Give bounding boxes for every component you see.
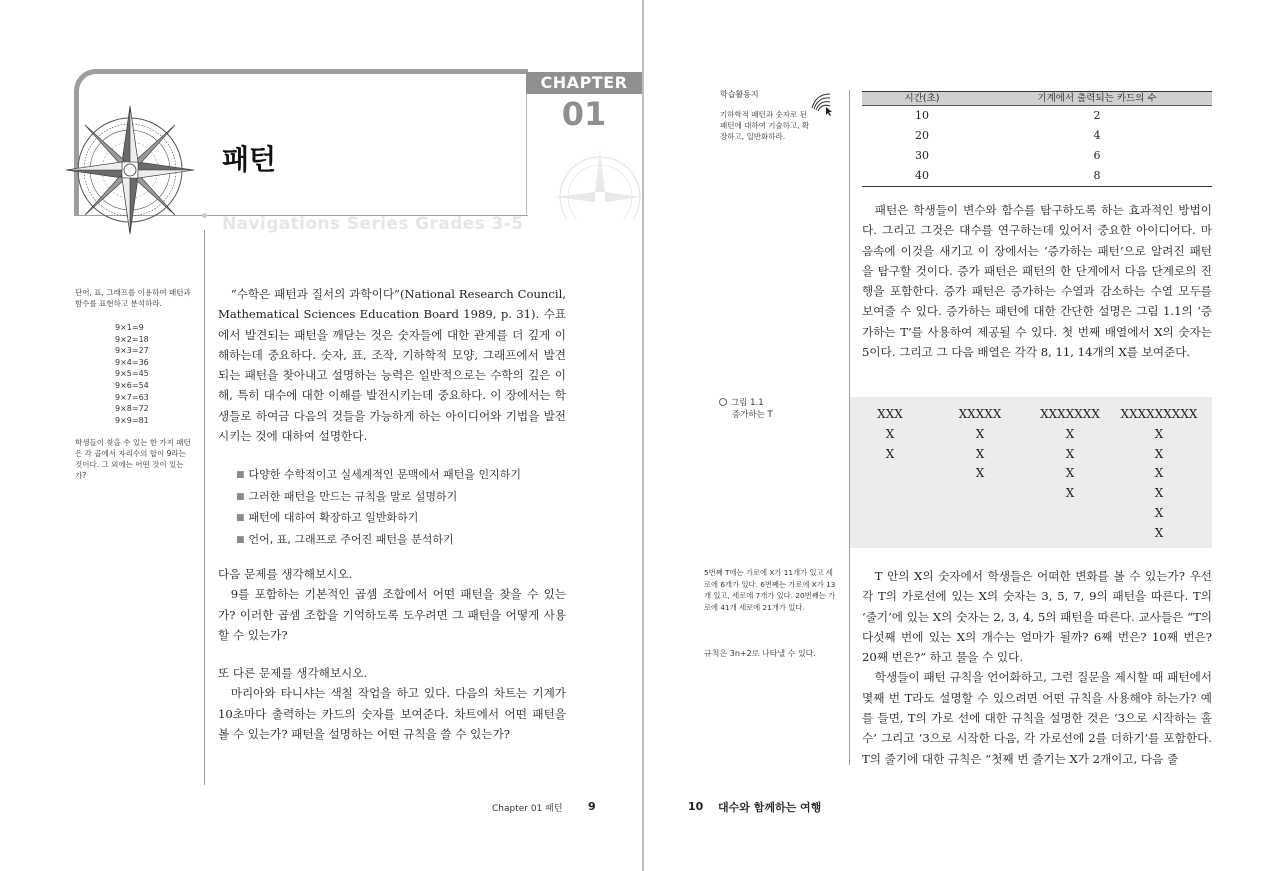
running-footer: Chapter 01 패턴 — [492, 804, 563, 814]
t-stem-x: X — [1065, 426, 1075, 441]
compass-watermark-icon — [550, 147, 642, 219]
objective-item: ■ 그러한 패턴을 만드는 규칙을 말로 설명하기 — [236, 487, 521, 509]
multiplication-item: 9×1=9 — [115, 323, 144, 332]
margin-note-standard: 단어, 표, 그래프를 이용하여 패턴과 함수를 표현하고 분석하라. — [75, 288, 191, 308]
multiplication-item: 9×6=54 — [115, 380, 149, 390]
series-watermark: Navigations Series Grades 3-5 — [222, 214, 524, 234]
table-cell: 4 — [1093, 129, 1101, 142]
multiplication-item: 9×7=63 — [115, 392, 149, 402]
t-stem-x: X — [1154, 426, 1164, 441]
table-row — [862, 126, 1212, 146]
t-stem-x: X — [1154, 505, 1164, 520]
t-top: XXXXXXX — [1040, 407, 1100, 421]
t-stem-x: X — [975, 466, 985, 481]
chapter-title: 패턴 — [222, 143, 277, 176]
bullet-dot — [202, 213, 207, 218]
t-stem-x: X — [1154, 466, 1164, 481]
t-top: XXXXXXXXX — [1120, 407, 1198, 421]
t-shape — [935, 405, 1025, 484]
left-margin-rule — [204, 230, 205, 785]
problem-one-text: 9를 포함하는 기본적인 곱셈 조합에서 어떤 패턴을 찾을 수 있는가? 이러한 곱셈 조합을 기억하도록 도우려면 그 패턴을 어떻게 사용할 수 있는가? — [218, 587, 566, 642]
intro-paragraph: “수학은 패턴과 질서의 과학이다”(National Research Council, Mathematical Sciences Education Board 1989, p. 31). 수표에서 발견되는 패턴을 깨닫는 것은 숫자들에 대한 관계를 더 깊게 이해하는데 중요하다. 숫자, 표, 조작, 기하학적 모양, 그래프에서 발견되는 패턴을 찾아내고 설명하는 능력은 일반적으로는 수학의 깊은 이해, 특히 대수에 대한 이해를 발전시키는데 중요하다. 이 장에서는 학생들로 하여금 다음의 것들을 가능하게 하는 아이디어와 기법을 발전시키는 것에 대하여 설명한다. — [218, 287, 566, 444]
growing-t-discussion — [862, 566, 1212, 769]
margin-note-pattern: 학생들이 찾을 수 있는 한 가지 패턴은 각 곱에서 자리수의 합이 9라는 것이다. 그 외에는 어떤 것이 있는가? — [75, 438, 191, 480]
t-stem-x: X — [885, 426, 895, 441]
chapter-number: 01 — [561, 95, 607, 133]
multiplication-item: 9×8=72 — [115, 404, 149, 414]
chapter-label: CHAPTER — [526, 72, 642, 94]
problem-one — [218, 564, 566, 645]
t-stem-x: X — [1065, 466, 1075, 481]
cards-table — [862, 91, 1212, 187]
figure-label — [719, 397, 773, 421]
multiplication-item: 9×9=81 — [115, 415, 149, 425]
table-cell: 10 — [915, 109, 929, 122]
problem-two-lead: 또 다른 문제를 생각해보시오. — [218, 666, 368, 680]
activity-sheet-label: 학습활동지 — [720, 90, 759, 99]
problem-two — [218, 663, 566, 744]
t-stem-x: X — [1065, 446, 1075, 461]
table-row — [862, 166, 1212, 187]
t-stem-x: X — [975, 426, 985, 441]
multiplication-item: 9×3=27 — [115, 346, 149, 356]
growing-t-figure — [850, 397, 1212, 548]
t-stem-x: X — [1154, 486, 1164, 501]
paragraph-text: T 안의 X의 숫자에서 학생들은 어떠한 변화를 볼 수 있는가? 우선 각 T의 가로선에 있는 X의 숫자는 3, 5, 7, 9의 패턴을 따른다. T의 ‘줄기’에 있는 X의 숫자는 2, 3, 4, 5의 패턴을 따른다. 교사들은 “T의 다섯째 번에 있는 X의 개수는 얼마가 될까? 6째 번은? 10째 번은? 20째 번은?” 하고 물을 수 있다. — [862, 569, 1212, 665]
objective-item: ■ 패턴에 대하여 확장하고 일반화하기 — [236, 508, 521, 530]
t-top: XXXXX — [958, 407, 1002, 421]
multiplication-item: 9×4=36 — [115, 357, 149, 367]
multiplication-item: 9×5=45 — [115, 369, 149, 379]
table-row — [862, 106, 1212, 127]
t-stem-x: X — [885, 446, 895, 461]
figure-number: 그림 1.1 — [731, 398, 764, 408]
t-shape — [1025, 405, 1115, 504]
t-stem-x: X — [1065, 486, 1075, 501]
t-stem-x: X — [1154, 446, 1164, 461]
paragraph-text: 패턴은 학생들이 변수와 함수를 탐구하도록 하는 효과적인 방법이다. 그리고 그것은 대수를 연구하는데 있어서 중요한 아이디어다. 마음속에 이것을 새기고 이 장에서는 ‘증가하는 패턴’으로 알려진 패턴을 탐구할 것이다. 증가 패턴은 패턴의 한 단계에서 다음 단계로의 진행을 포함한다. 증가 패턴은 증가하는 수열과 감소하는 수열 모두를 보여줄 수 있다. 증가하는 패턴에 대한 간단한 설명은 그림 1.1의 ‘증가하는 T’를 사용하여 제공될 수 있다. 첫 번째 배열에서 X의 숫자는 5이다. 그리고 그 다음 배열은 각각 8, 11, 14개의 X를 보여준다. — [862, 203, 1212, 360]
t-top: XXX — [877, 407, 903, 421]
multiplication-item: 9×2=18 — [115, 334, 149, 344]
figure-marker-icon — [719, 398, 727, 406]
objectives-list — [236, 465, 521, 551]
t-stem-x: X — [1154, 525, 1164, 540]
problem-two-text: 마리아와 타니샤는 색칠 작업을 하고 있다. 다음의 차트는 기계가 10초마다 출력하는 카드의 숫자를 보여준다. 차트에서 어떤 패턴을 볼 수 있는가? 패턴을 설명하는 어떤 규칙을 쓸 수 있는가? — [218, 686, 566, 741]
table-cell: 40 — [862, 166, 982, 187]
figure-caption: 증가하는 T — [732, 410, 773, 420]
t-stem-x: X — [975, 446, 985, 461]
margin-note-answers: 5번째 T에는 가로에 X가 11개가 있고 세로에 6개가 있다. 6번째는 가로에 X가 13개 있고, 세로에 7개가 있다. 20번째는 가로에 41개 세로에 21개가 있다. — [704, 568, 836, 612]
compass-rose-icon — [58, 98, 202, 242]
table-cell: 20 — [915, 129, 929, 142]
problem-one-lead: 다음 문제를 생각해보시오. — [218, 567, 353, 581]
multiplication-list — [115, 322, 149, 426]
column-header-time: 시간(초) — [862, 92, 982, 106]
intro-text — [218, 284, 566, 446]
table-cell: 6 — [1093, 149, 1101, 162]
book-title: 대수와 함께하는 여행 — [718, 801, 822, 814]
objective-item: ■ 다양한 수학적이고 실세계적인 문맥에서 패턴을 인지하기 — [236, 465, 521, 487]
pattern-paragraph — [862, 200, 1212, 362]
table-row — [862, 146, 1212, 166]
table-cell: 30 — [915, 149, 929, 162]
column-header-cards: 기계에서 출력되는 카드의 수 — [982, 92, 1212, 106]
t-shape — [1114, 405, 1204, 544]
margin-note-rule: 규칙은 3n+2로 나타낼 수 있다. — [704, 649, 816, 658]
paragraph-text: 학생들이 패턴 규칙을 언어화하고, 그런 질문을 제시할 때 패턴에서 몇째 번 T라도 설명할 수 있으려면 어떤 규칙을 사용해야 하는가? 예를 들면, T의 가로 선에 대한 규칙을 설명한 것은 ‘3으로 시작하는 홀수’ 그리고 ‘3으로 시작한 다음, 각 가로선에 2를 더하기’를 포함한다. T의 줄기에 대한 규칙은 “첫째 번 줄기는 X가 2개이고, 다음 줄 — [862, 670, 1212, 766]
table-cell: 8 — [982, 166, 1212, 187]
table-header-row — [862, 92, 1212, 106]
left-page — [0, 0, 642, 871]
chapter-number-rule — [526, 94, 527, 214]
objective-item: ■ 언어, 표, 그래프로 주어진 패턴을 분석하기 — [236, 530, 521, 552]
page-number: 9 — [588, 800, 596, 813]
activity-note: 기하학적 패턴과 숫자로 된 패턴에 대하여 기술하고, 확장하고, 일반화하라. — [720, 110, 810, 141]
page-number: 10 — [688, 800, 704, 813]
t-shape — [845, 405, 935, 464]
table-cell: 2 — [1093, 109, 1101, 122]
